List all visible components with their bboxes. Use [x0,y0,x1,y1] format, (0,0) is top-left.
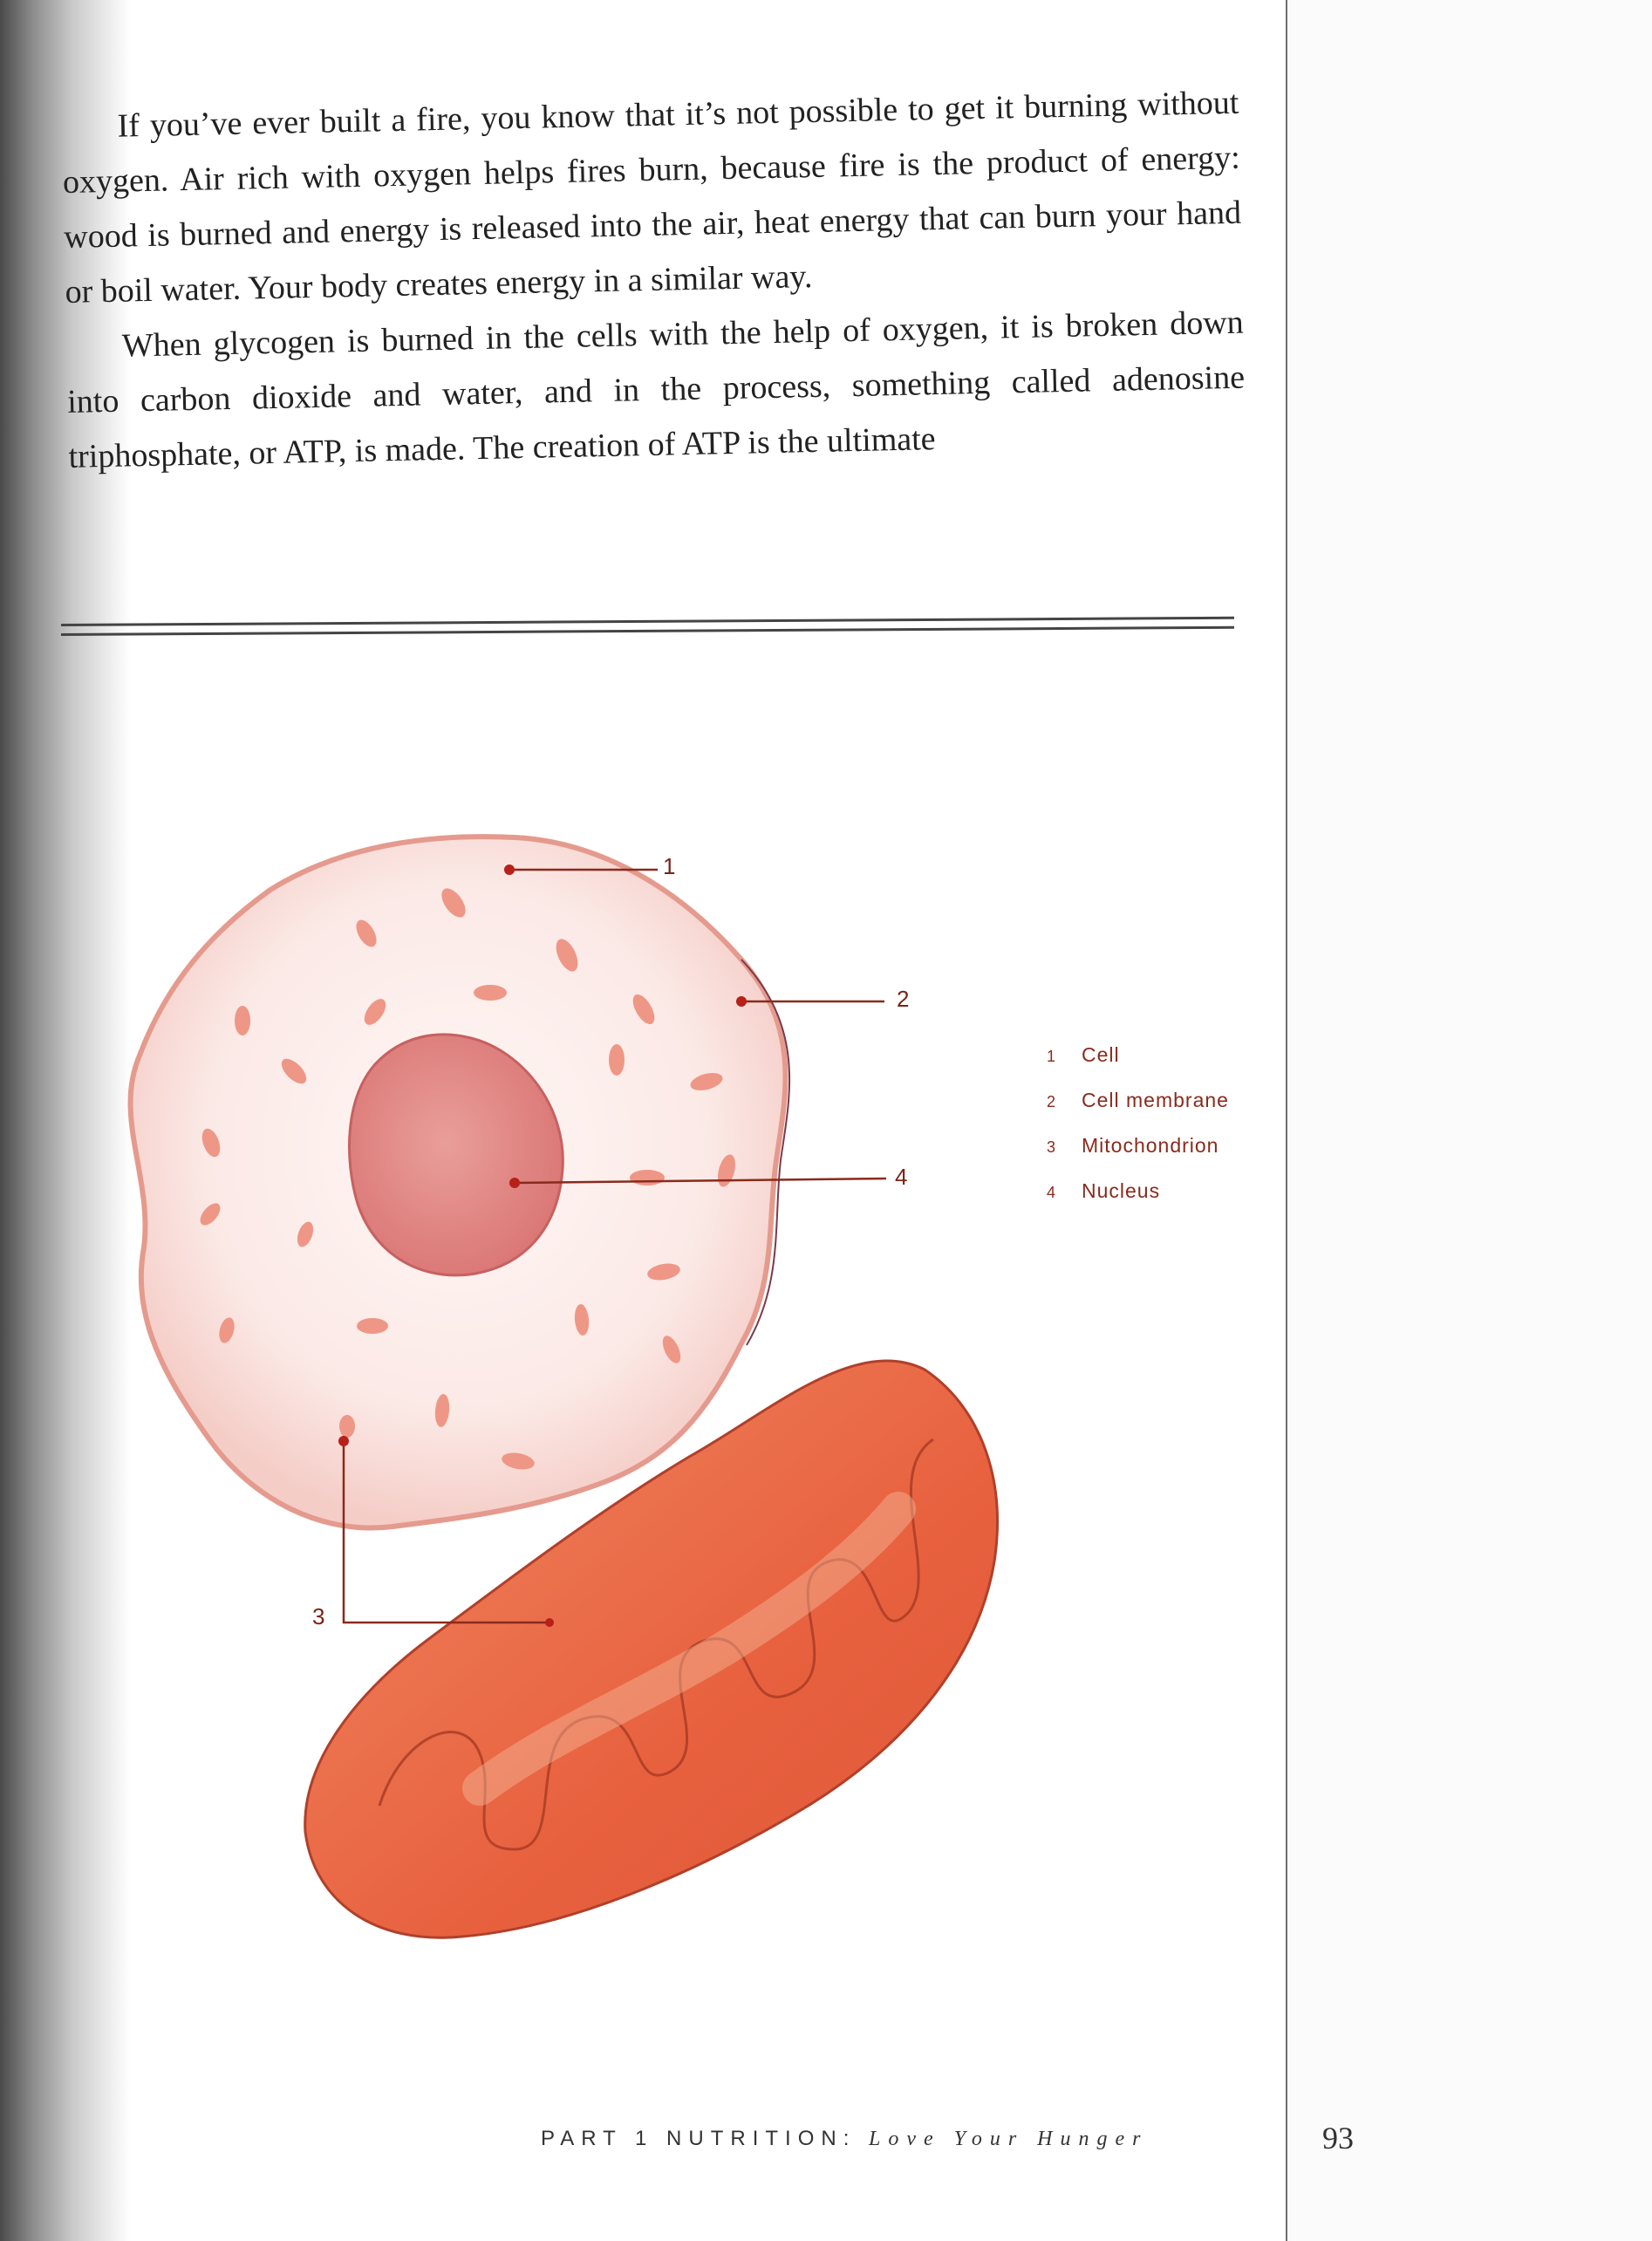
running-footer [541,2127,1256,2151]
paragraph-2: When glycogen is burned in the cells with the help of oxygen, it is broken down into carbon dioxide and water, and in the process, something called adenosine triphosphate, or ATP, is made. The creation of ATP is the ultimate [66,304,1246,475]
callout-number-3: 3 [312,1603,325,1630]
legend-label: Cell membrane [1082,1089,1229,1111]
legend-item-nucleus [1047,1179,1282,1225]
legend-label: Mitochondrion [1082,1134,1219,1157]
page-number: 93 [1322,2121,1354,2156]
legend-label: Nucleus [1082,1179,1161,1202]
diagram-legend [1047,1043,1282,1225]
paragraph-1: If you’ve ever built a fire, you know that it’s not possible to get it burning without oxygen. Air rich with oxygen helps fires burn, because fire is the product of energy: wood is burned and energy is released into the air, heat energy that can burn your hand or boil water. Your body creates energy in a similar way. [62,84,1242,311]
legend-label: Cell [1082,1043,1120,1066]
divider-rule-bottom [61,626,1234,636]
cell-illustration [113,811,1073,1998]
callout-number-4: 4 [895,1164,908,1190]
facing-page-margin [1287,0,1652,2241]
page-edge-line [1286,0,1287,2241]
legend-item-mitochondrion [1047,1134,1282,1179]
legend-number: 2 [1047,1093,1056,1110]
footer-subtitle: Love Your Hunger [869,2128,1149,2150]
legend-number: 4 [1047,1184,1056,1201]
callout-number-1: 1 [663,853,676,879]
footer-section: PART 1 NUTRITION: [541,2127,857,2150]
callout-number-2: 2 [897,986,910,1012]
legend-number: 1 [1047,1048,1056,1065]
body-text [61,76,1246,485]
divider-rule-top [61,617,1234,626]
legend-item-cell-membrane [1047,1089,1282,1134]
legend-number: 3 [1047,1138,1056,1156]
legend-item-cell [1047,1043,1282,1089]
